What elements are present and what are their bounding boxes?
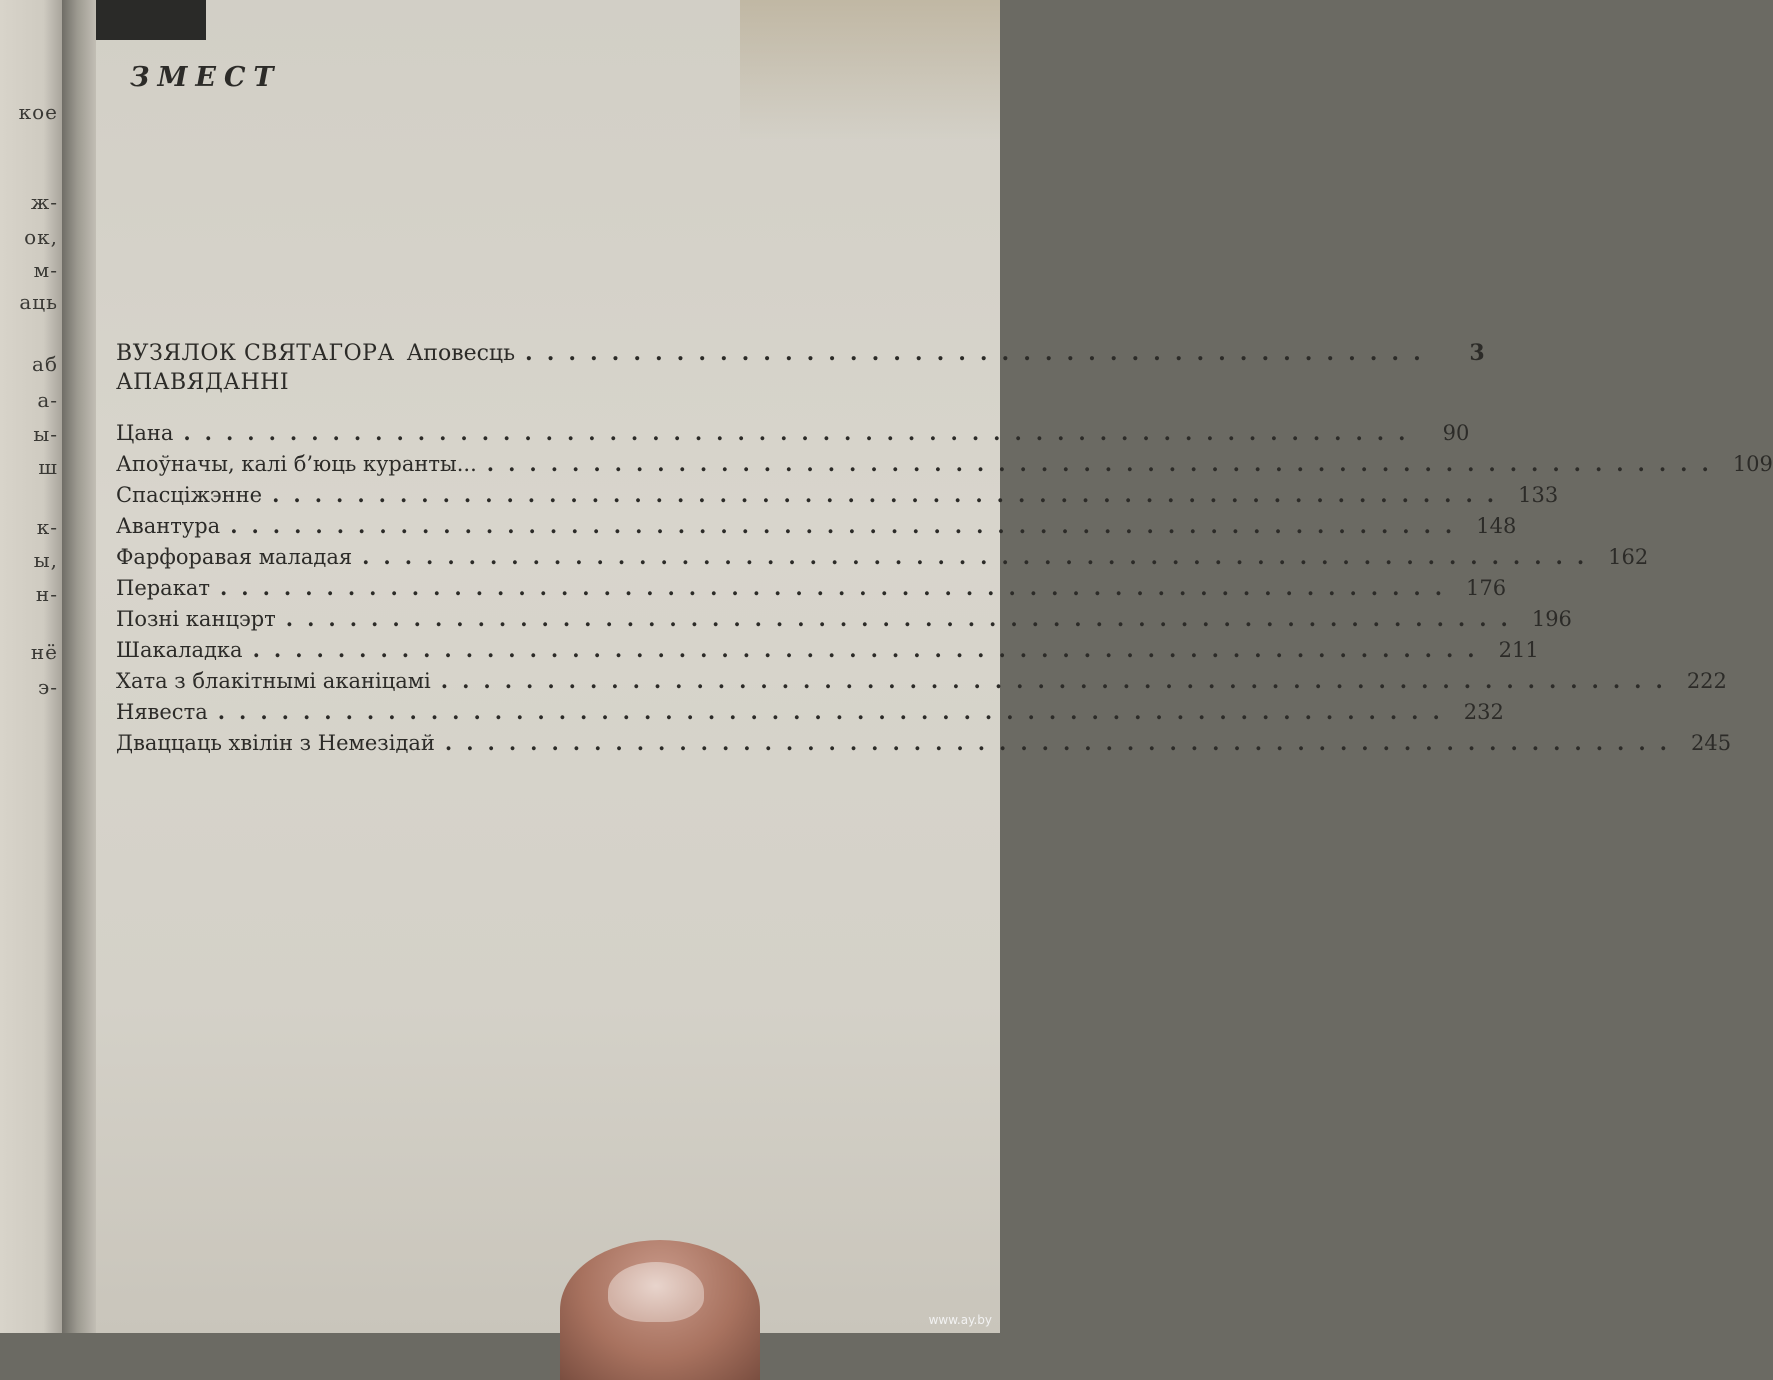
dot-leader: .......................................................... [362, 544, 1599, 569]
toc-entry [116, 544, 1649, 574]
toc-entry-title: Апоўначы, калі б’юць куранты... [116, 452, 477, 476]
toc-entry [116, 482, 1559, 512]
toc-entry-title: Хата з блакітнымі аканіцамі [116, 669, 431, 693]
dot-leader: .......................................................... [217, 699, 1454, 724]
watermark: www.ay.by [928, 1313, 992, 1327]
left-page-fragment: а- [37, 388, 58, 412]
toc-entry [116, 637, 1539, 667]
dot-leader: .......................................................... [444, 730, 1681, 755]
toc-page-number: 176 [1466, 576, 1507, 600]
thumbnail [608, 1262, 704, 1322]
toc-entry-title: Спасціжэнне [116, 483, 263, 507]
toc-entry [116, 513, 1517, 543]
toc-entry-title: Шакаладка [116, 638, 243, 662]
left-page-fragment: м- [33, 258, 58, 282]
dot-leader: .......................................................... [230, 513, 1467, 538]
page-corner-shadow [96, 0, 206, 40]
toc-page-number: 162 [1608, 545, 1649, 569]
left-page-fragment: ы, [33, 548, 58, 572]
toc-entry-title: Нявеста [116, 700, 208, 724]
left-page-fragment: э- [38, 675, 58, 699]
toc-page-number: 3 [1469, 340, 1485, 366]
dot-leader: .......................................................... [183, 420, 1420, 445]
toc-page-number: 133 [1518, 483, 1559, 507]
left-page-fragment: аб [32, 352, 58, 376]
toc-entry-title: Авантура [116, 514, 221, 538]
left-facing-page [0, 0, 62, 1333]
toc-page-number: 232 [1463, 700, 1504, 724]
toc-page-number: 148 [1476, 514, 1517, 538]
dot-leader: .......................................................... [486, 451, 1723, 476]
toc-page-number: 109 [1732, 452, 1773, 476]
left-page-fragment: ок, [24, 225, 58, 249]
toc-page-number: 196 [1531, 607, 1572, 631]
toc-entry-title: Цана [116, 421, 174, 445]
left-page-fragment: н- [35, 582, 58, 606]
toc-entry [116, 575, 1507, 605]
toc-main-entry [116, 340, 1485, 370]
toc-entry [116, 451, 1773, 481]
dot-leader: .......................................... [525, 340, 1435, 366]
contents-heading: ЗМЕСТ [130, 62, 282, 93]
dot-leader: .......................................................... [252, 637, 1489, 662]
toc-entry [116, 420, 1470, 450]
toc-entry [116, 699, 1504, 729]
toc-page-number: 222 [1686, 669, 1727, 693]
dot-leader: .......................................................... [219, 575, 1457, 600]
left-page-fragment: ы- [33, 422, 58, 446]
toc-entry [116, 668, 1727, 698]
toc-main-title-group [116, 341, 515, 366]
dot-leader: .......................................................... [440, 668, 1677, 693]
left-page-fragment: аць [19, 290, 58, 314]
toc-entry-title: Позні канцэрт [116, 607, 276, 631]
dot-leader: .......................................................... [272, 482, 1509, 507]
toc-page-number: 245 [1690, 731, 1732, 755]
left-page-fragment: кое [18, 100, 58, 124]
section-title: АПАВЯДАННІ [116, 370, 290, 395]
toc-page-number: 211 [1498, 638, 1539, 662]
dot-leader: .......................................................... [285, 606, 1522, 631]
left-page-fragment: нё [30, 640, 58, 664]
toc-main-subtitle: Аповесць [406, 341, 516, 366]
toc-entry-title: Перакат [116, 576, 210, 600]
toc-main-title: ВУЗЯЛОК СВЯТАГОРА [116, 341, 395, 366]
toc-entry [116, 606, 1572, 636]
book-spine-gutter [62, 0, 100, 1333]
left-page-fragment: ж- [30, 190, 58, 214]
toc-entry [116, 730, 1732, 760]
page-shade [740, 0, 1000, 140]
toc-page-number: 90 [1442, 421, 1470, 445]
toc-entry-title: Дваццаць хвілін з Немезідай [116, 731, 435, 755]
left-page-fragment: ш [38, 455, 58, 479]
toc-entry-title: Фарфоравая маладая [116, 545, 353, 569]
left-page-fragment: к- [36, 515, 58, 539]
